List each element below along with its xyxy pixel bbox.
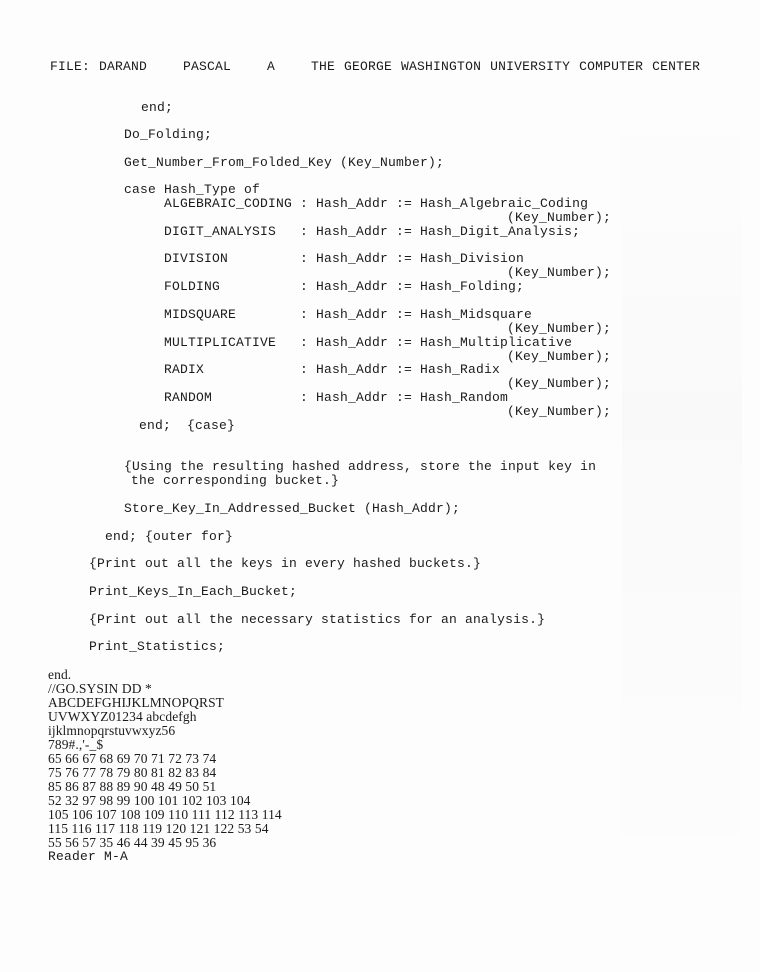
code-line: MIDSQUARE : Hash_Addr := Hash_Midsquare: [164, 307, 533, 322]
data-line: 65 66 67 68 69 70 71 72 73 74: [48, 751, 217, 766]
data-line: UVWXYZ01234 abcdefgh: [48, 709, 197, 724]
code-line: (Key_Number);: [507, 210, 612, 225]
code-line: (Key_Number);: [507, 321, 612, 336]
file-header: FILE: DARAND PASCAL A THE GEORGE WASHINGTON UNIVERSITY COMPUTER CENTER: [50, 59, 701, 74]
code-line: FOLDING : Hash_Addr := Hash_Folding;: [164, 279, 525, 294]
code-line: (Key_Number);: [507, 404, 612, 419]
data-line: 75 76 77 78 79 80 81 82 83 84: [48, 765, 217, 780]
code-line: ALGEBRAIC_CODING : Hash_Addr := Hash_Algebraic_Coding: [164, 196, 589, 211]
code-line: RANDOM : Hash_Addr := Hash_Random: [164, 390, 509, 405]
data-line: 105 106 107 108 109 110 111 112 113 114: [48, 807, 282, 822]
code-line: (Key_Number);: [507, 376, 612, 391]
code-comment: the corresponding bucket.}: [131, 473, 340, 488]
data-line: 789#.,'-_$: [48, 737, 104, 752]
code-line: Print_Keys_In_Each_Bucket;: [89, 584, 298, 599]
data-line: 55 56 57 35 46 44 39 45 95 36: [48, 835, 217, 850]
code-line: DIGIT_ANALYSIS : Hash_Addr := Hash_Digit_Analysis;: [164, 224, 581, 239]
code-line: Do_Folding;: [124, 127, 213, 142]
data-line: ijklmnopqrstuvwxyz56: [48, 723, 176, 738]
data-line: Reader M-A: [48, 849, 129, 864]
code-line: end; {case}: [139, 418, 236, 433]
code-line: Store_Key_In_Addressed_Bucket (Hash_Addr);: [124, 501, 461, 516]
code-line: end;: [141, 100, 174, 115]
data-line: //GO.SYSIN DD *: [48, 681, 152, 696]
code-line: Get_Number_From_Folded_Key (Key_Number);: [124, 155, 445, 170]
code-line: case Hash_Type of: [124, 182, 261, 197]
code-line: MULTIPLICATIVE : Hash_Addr := Hash_Multiplicative: [164, 335, 573, 350]
code-line: RADIX : Hash_Addr := Hash_Radix: [164, 362, 501, 377]
code-line: Print_Statistics;: [89, 639, 226, 654]
code-comment: {Using the resulting hashed address, store the input key in: [124, 459, 597, 474]
code-line: (Key_Number);: [507, 349, 612, 364]
data-line: 52 32 97 98 99 100 101 102 103 104: [48, 793, 251, 808]
code-comment: {Print out all the keys in every hashed buckets.}: [89, 556, 482, 571]
code-line: (Key_Number);: [507, 265, 612, 280]
data-line: end.: [48, 667, 72, 682]
data-line: ABCDEFGHIJKLMNOPQRST: [48, 695, 225, 710]
data-line: 85 86 87 88 89 90 48 49 50 51: [48, 779, 217, 794]
code-line: DIVISION : Hash_Addr := Hash_Division: [164, 251, 525, 266]
code-line: end; {outer for}: [105, 529, 234, 544]
code-comment: {Print out all the necessary statistics for an analysis.}: [89, 612, 546, 627]
data-line: 115 116 117 118 119 120 121 122 53 54: [48, 821, 269, 836]
paper-shading: [622, 95, 742, 895]
